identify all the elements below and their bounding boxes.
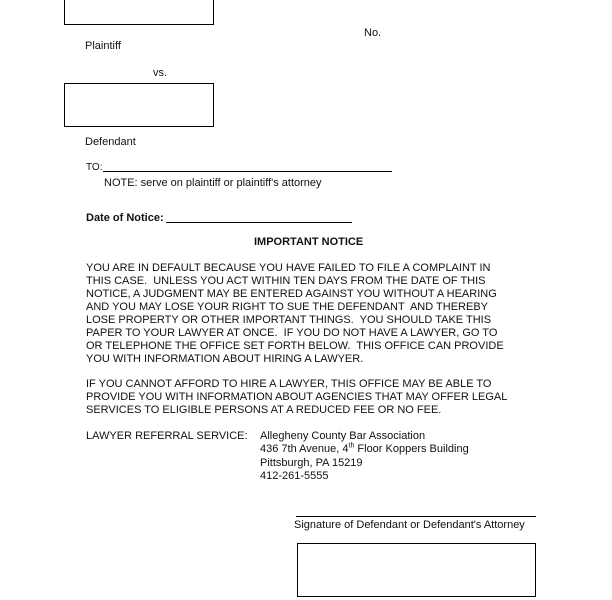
default-notice-paragraph: YOU ARE IN DEFAULT BECAUSE YOU HAVE FAILED TO FILE A COMPLAINT IN THIS CASE. UNLESS YOU ACT WITHIN TEN DAYS FROM THE DATE OF THIS NOTICE, A JUDGMENT MAY BE ENTERED AGAINST YOU WITHOUT A HEARING AND YOU MAY LOSE YOUR RIGHT TO SUE THE DEFENDANT AND THEREBY LOSE PROPERTY OR OTHER IMPORTANT THINGS. YOU SHOULD TAKE THIS PAPER TO YOUR LAWYER AT ONCE. IF YOU DO NOT HAVE A LAWYER, GO TO OR TELEPHONE THE OFFICE SET FORTH BELOW. THIS OFFICE CAN PROVIDE YOU WITH INFORMATION ABOUT HIRING A LAWYER.	[86, 262, 504, 365]
referral-address: 436 7th Avenue, 4th Floor Koppers Building	[260, 442, 469, 455]
referral-phone: 412-261-5555	[260, 470, 329, 482]
plaintiff-label: Plaintiff	[85, 40, 121, 52]
to-label: TO:	[86, 162, 103, 173]
signature-label: Signature of Defendant or Defendant's Attorney	[294, 519, 525, 531]
signature-line[interactable]	[296, 516, 536, 517]
defendant-label: Defendant	[85, 136, 136, 148]
important-notice-heading: IMPORTANT NOTICE	[254, 236, 364, 248]
to-line[interactable]	[103, 171, 392, 172]
signature-box[interactable]	[297, 543, 536, 597]
defendant-name-box[interactable]	[64, 83, 214, 127]
plaintiff-name-box[interactable]	[64, 0, 214, 25]
referral-label: LAWYER REFERRAL SERVICE:	[86, 430, 248, 442]
referral-city: Pittsburgh, PA 15219	[260, 457, 363, 469]
afford-lawyer-paragraph: IF YOU CANNOT AFFORD TO HIRE A LAWYER, THIS OFFICE MAY BE ABLE TO PROVIDE YOU WITH INFORMATION ABOUT AGENCIES THAT MAY OFFER LEGAL SERVICES TO ELIGIBLE PERSONS AT A REDUCED FEE OR NO FEE.	[86, 378, 508, 416]
serve-note: NOTE: serve on plaintiff or plaintiff's attorney	[104, 177, 322, 189]
date-of-notice-label: Date of Notice:	[86, 212, 164, 224]
referral-org: Allegheny County Bar Association	[260, 430, 426, 442]
vs-label: vs.	[153, 67, 168, 79]
date-of-notice-line[interactable]	[166, 222, 352, 223]
case-no-label: No.	[364, 27, 382, 39]
